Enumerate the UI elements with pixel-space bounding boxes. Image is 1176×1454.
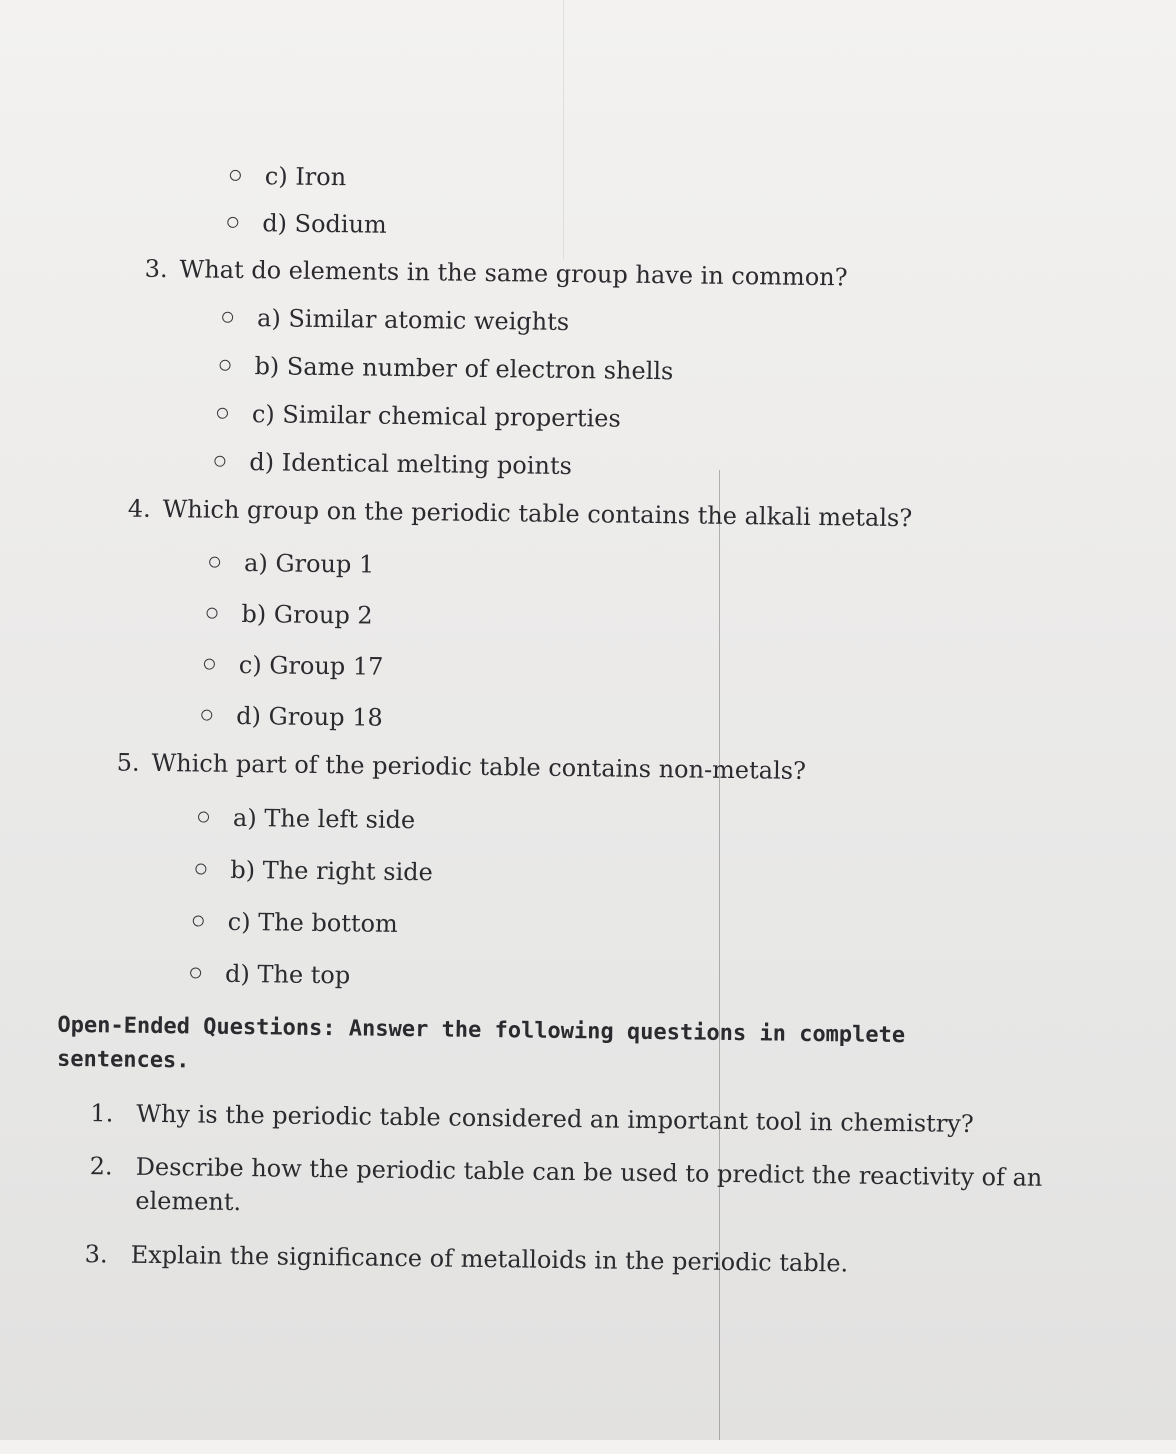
option-bullet-icon [201,710,212,721]
option-bullet-icon [198,811,209,822]
question-number: 3. [84,1240,108,1269]
option-label: a) Group 1 [243,549,375,579]
q2-option-c [230,161,347,192]
q2-option-d [227,208,387,240]
option-label: a) Similar atomic weights [256,304,570,336]
q5-option-c [193,906,398,939]
option-label: d) Identical melting points [249,448,573,481]
option-label: c) The bottom [227,907,398,938]
option-bullet-icon [209,557,220,568]
option-label: d) The top [224,959,351,990]
q5-option-d [190,958,350,990]
q3-option-a [222,303,569,337]
option-label: c) Similar chemical properties [251,400,621,433]
question-text: Describe how the periodic table can be used to predict the reactivity of an [135,1152,1043,1192]
q5-option-a [198,802,416,835]
question-text: Which part of the periodic table contains non-metals? [151,748,807,785]
open-question-2 [89,1149,1130,1230]
option-bullet-icon [193,915,204,926]
question-5 [117,747,807,785]
question-continuation: element. [135,1186,242,1217]
question-text: What do elements in the same group have in common? [179,255,848,292]
option-label: b) Group 2 [241,599,373,630]
option-label: a) The left side [232,803,416,835]
option-bullet-icon [214,456,225,467]
open-ended-heading: Open-Ended Questions: Answer the following questions in complete sentences. [56,1012,906,1074]
question-text: Explain the significance of metalloids in the periodic table. [130,1240,849,1278]
question-number: 3. [144,254,168,284]
option-label: d) Sodium [262,209,387,239]
q4-option-b [206,599,373,631]
question-4 [128,494,913,534]
question-text: Why is the periodic table considered an important tool in chemistry? [136,1099,974,1138]
question-number: 2. [89,1152,113,1181]
question-text: Which group on the periodic table contains the alkali metals? [162,495,913,533]
option-label: c) Iron [264,162,347,192]
question-number: 1. [90,1099,114,1128]
q4-option-c [204,650,384,682]
q3-option-c [217,399,621,434]
q3-option-b [219,351,673,387]
option-bullet-icon [219,360,230,371]
option-bullet-icon [217,408,228,419]
option-bullet-icon [195,863,206,874]
option-bullet-icon [206,608,217,619]
q5-option-b [195,854,433,887]
question-number: 5. [116,748,140,777]
option-bullet-icon [227,217,238,228]
option-label: b) The right side [230,855,433,887]
option-label: b) Same number of electron shells [254,352,674,386]
option-bullet-icon [190,967,201,978]
option-bullet-icon [204,659,215,670]
q4-option-a [209,548,374,580]
question-number: 4. [127,494,151,523]
option-label: d) Group 18 [236,701,383,732]
option-bullet-icon [222,312,233,323]
option-bullet-icon [230,170,241,181]
option-label: c) Group 17 [238,650,384,681]
open-question-3 [84,1237,1074,1283]
question-3 [145,254,848,293]
q3-option-d [214,447,572,481]
open-question-1 [90,1096,1080,1142]
q4-option-d [201,701,383,733]
